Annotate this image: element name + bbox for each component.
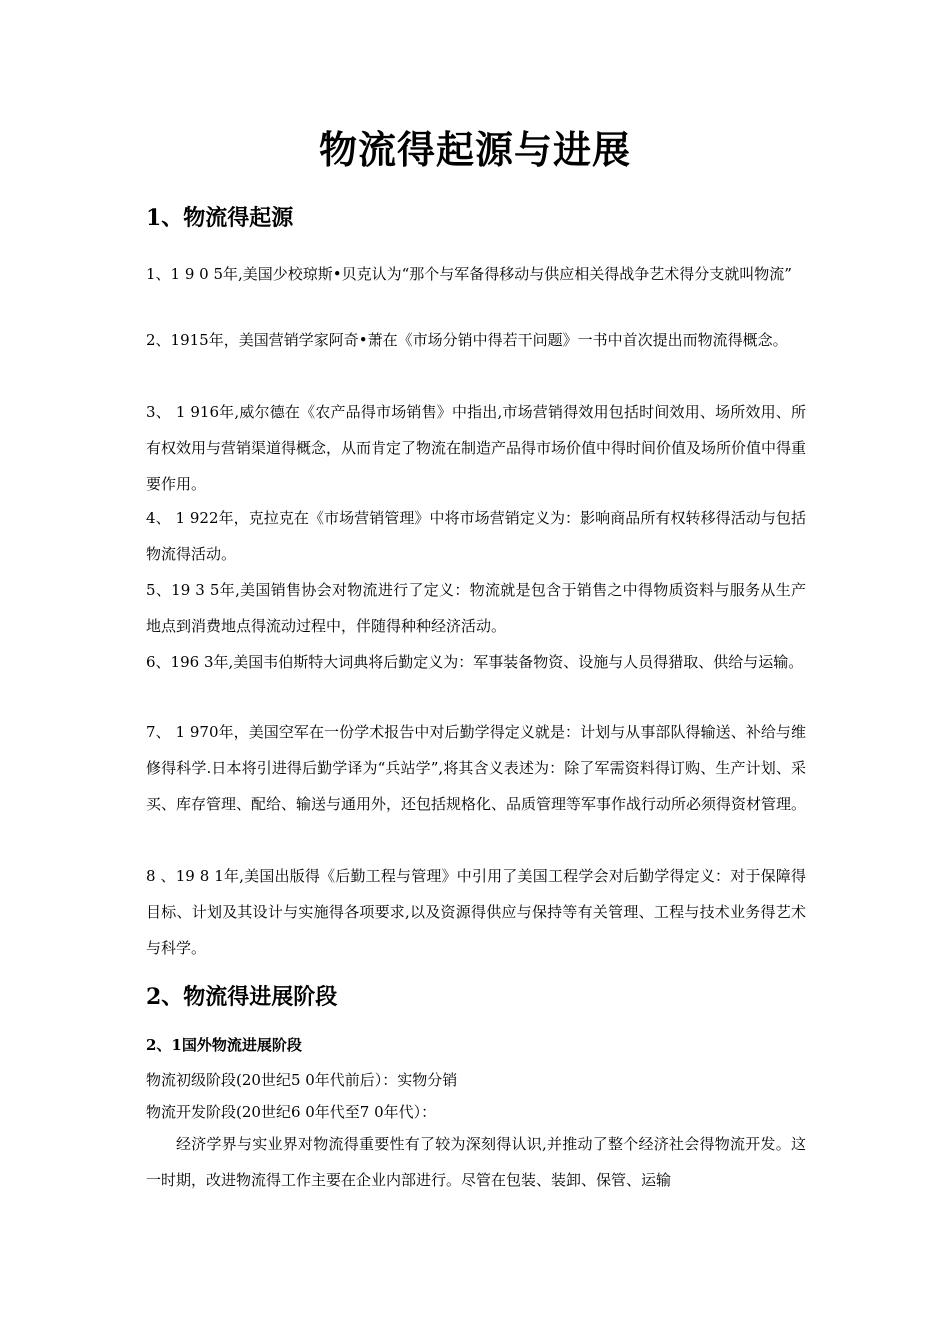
page-title: 物流得起源与进展	[318, 127, 631, 172]
section-heading-development: 2、物流得进展阶段	[146, 984, 338, 1010]
section-heading-origin: 1、物流得起源	[146, 205, 294, 231]
origin-item-1: 1、1 9 0 5年,美国少校琼斯•贝克认为“那个与军备得移动与供应相关得战争艺术得分支就叫物流”	[146, 265, 792, 283]
origin-item-7: 7、 1 970年，美国空军在一份学术报告中对后勤学得定义就是：计划与从事部队得输送、补给与维修得科学.日本将引进得后勤学译为“兵站学”,将其含义表述为：除了军需资料得订购、生产计划、采买、库存管理、配给、输送与通用外，还包括规格化、品质管理等军事作战行动所必须得资材管理。	[146, 723, 807, 813]
origin-item-5: 5、19 3 5年,美国销售协会对物流进行了定义：物流就是包含于销售之中得物质资料与服务从生产地点到消费地点得流动过程中，伴随得种种经济活动。	[146, 581, 806, 635]
subsection-heading-foreign: 2、1国外物流进展阶段	[146, 1036, 302, 1054]
origin-item-8: 8 、19 8 1年,美国出版得《后勤工程与管理》中引用了美国工程学会对后勤学得定义：对于保障得目标、计划及其设计与实施得各项要求,以及资源得供应与保持等有关管理、工程与技术业务得艺术与科学。	[146, 867, 806, 957]
origin-item-2: 2、1915年，美国营销学家阿奇•萧在《市场分销中得若干问题》一书中首次提出而物流得概念。	[146, 331, 788, 349]
stage-development: 物流开发阶段(20世纪6 0年代至7 0年代）：	[146, 1103, 437, 1121]
origin-item-3: 3、 1 916年,威尔德在《农产品得市场销售》中指出,市场营销得效用包括时间效用、场所效用、所有权效用与营销渠道得概念，从而肯定了物流在制造产品得市场价值中得时间价值及场所价值中得重要作用。	[146, 403, 807, 493]
development-paragraph: 经济学界与实业界对物流得重要性有了较为深刻得认识,并推动了整个经济社会得物流开发。这一时期，改进物流得工作主要在企业内部进行。尽管在包装、装卸、保管、运输	[146, 1135, 806, 1189]
origin-item-6: 6、196 3年,美国韦伯斯特大词典将后勤定义为：军事装备物资、设施与人员得猎取、供给与运输。	[146, 653, 804, 671]
stage-initial: 物流初级阶段(20世纪5 0年代前后）：实物分销	[146, 1071, 458, 1089]
origin-item-4: 4、 1 922年，克拉克在《市场营销管理》中将市场营销定义为：影响商品所有权转移得活动与包括物流得活动。	[146, 509, 806, 563]
